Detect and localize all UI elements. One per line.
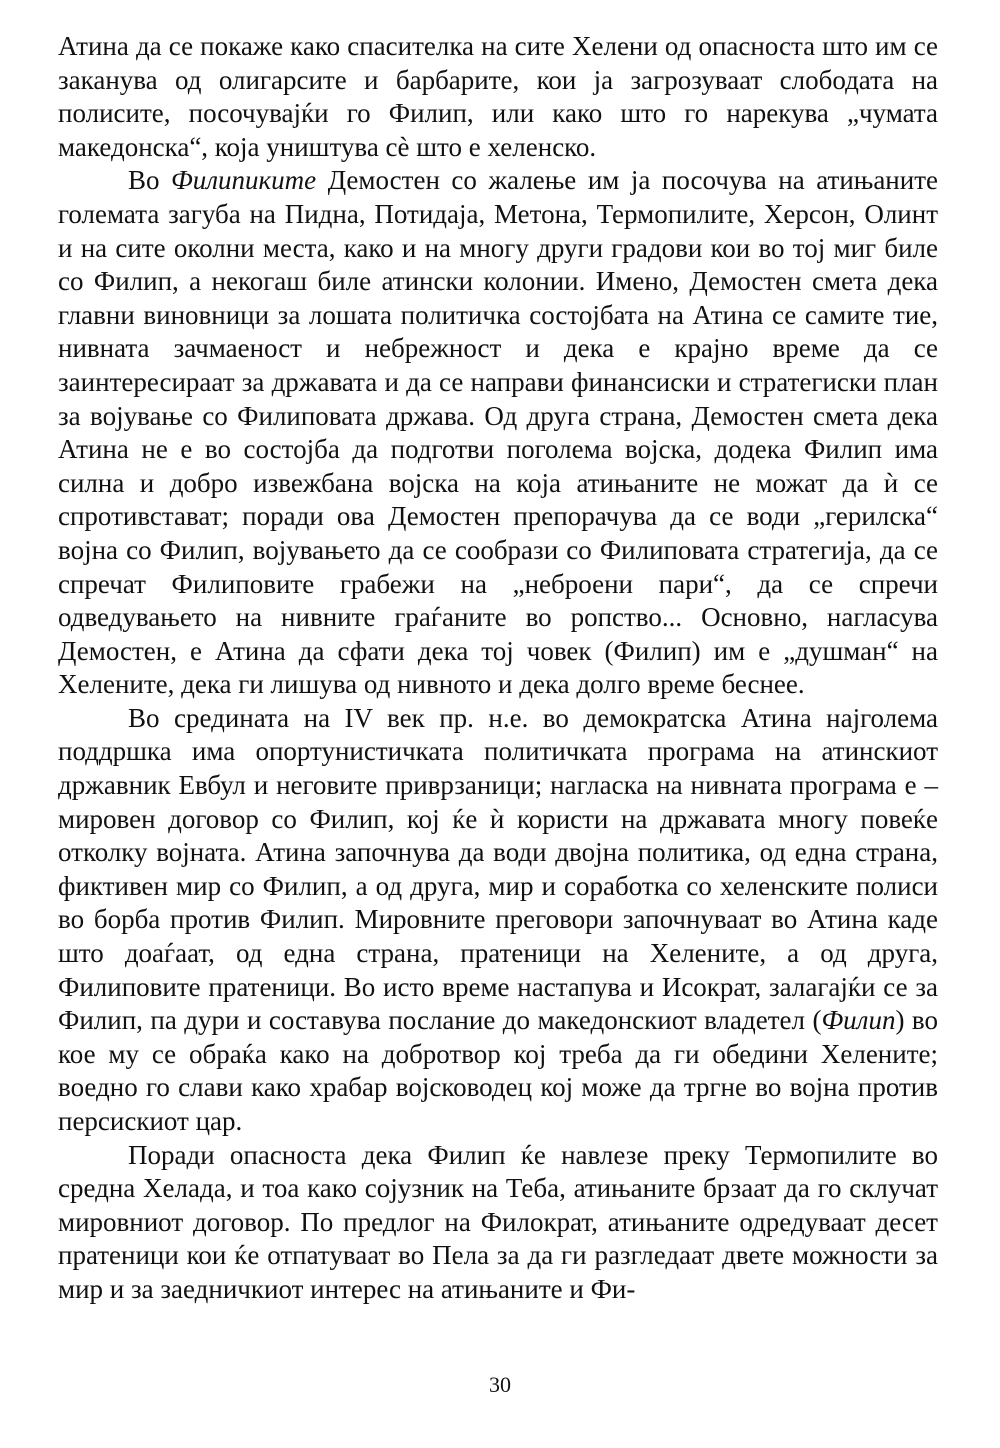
paragraph-3-lead: Во средината на IV век пр. н.е. во демократска Атина најголема поддршка има опортунистичката политичката програма на атинскиот државник Евбул и неговите приврзаници; нагласка на нивната програма е – мировен договор со Филип, кој ќе ѝ користи на државата многу повеќе отколку војната. Атина започнува да води двојна политика, од една страна, фиктивен мир со Филип, а од друга, мир и соработка со хеленските полиси во борба против Филип. Мировните преговори започнуваат во Атина каде што доаѓаат, од една страна, пратеници на Хелените, а од друга, Филиповите пратеници. Во исто време настапува и Исократ, залагајќи се за Филип, па дури и составува послание до македонскиот владетел (	[58, 702, 938, 1036]
paragraph-1	[58, 30, 938, 164]
paragraph-3-body: ) во кое му се обраќа како на добротвор кој треба да ги обедини Хелените; воедно го слави како храбар војсководец кој може да тргне во војна против персискиот цар.	[58, 1005, 938, 1136]
paragraph-2-lead: Во	[128, 165, 172, 196]
paragraph-4-text: Поради опасноста дека Филип ќе навлезе преку Термопилите во средна Хелада, и тоа како сојузник на Теба, атињаните брзаат да го склучат мировниот договор. По предлог на Филократ, атињаните одредуваат десет пратеници кои ќе отпатуваат во Пела за да ги разгледаат двете можности за мир и за заедничкиот интерес на атињаните и Фи-	[58, 1139, 938, 1304]
paragraph-1-text: Атина да се покаже како спасителка на сите Хелени од опасноста што им се заканува од олигарсите и барбарите, кои ја загрозуваат слободата на полисите, посочувајќи го Филип, или како што го нарекува „чумата македонска“, која уништува сè што е хеленско.	[58, 31, 938, 162]
page-body	[58, 30, 938, 1307]
work-title-filip: Филип	[821, 1005, 896, 1036]
paragraph-2-body: Демостен со жалење им ја посочува на атињаните големата загуба на Пидна, Потидаја, Метона, Термопилите, Херсон, Олинт и на сите околни места, како и на многу други градови кои во тој миг биле со Филип, а некогаш биле атински колонии. Имено, Демостен смета дека главни виновници за лошата политичка состојбата на Атина се самите тие, нивната зачмаеност и небрежност и дека е крајно време да се заинтересираат за државата и да се направи финансиски и стратегиски план за војување со Филиповата држава. Од друга страна, Демостен смета дека Атина не е во состојба да подготви поголема војска, додека Филип има силна и добро извежбана војска на која атињаните не можат да ѝ се спротивстават; поради ова Демостен препорачува да се води „герилска“ војна со Филип, војувањето да се сообрази со Филиповата стратегија, да се спречат Филиповите грабежи на „неброени пари“, да се спречи одведувањето на нивните граѓаните во ропство... Основно, нагласува Демостен, е Атина да сфати дека тој човек (Филип) им е „душман“ на Хелените, дека ги лишува од нивното и дека долго време беснее.	[58, 165, 938, 700]
paragraph-3	[58, 702, 938, 1139]
page-number: 30	[489, 1372, 511, 1397]
paragraph-2	[58, 164, 938, 702]
paragraph-4	[58, 1139, 938, 1307]
work-title-filipikite: Филипиките	[171, 165, 317, 196]
